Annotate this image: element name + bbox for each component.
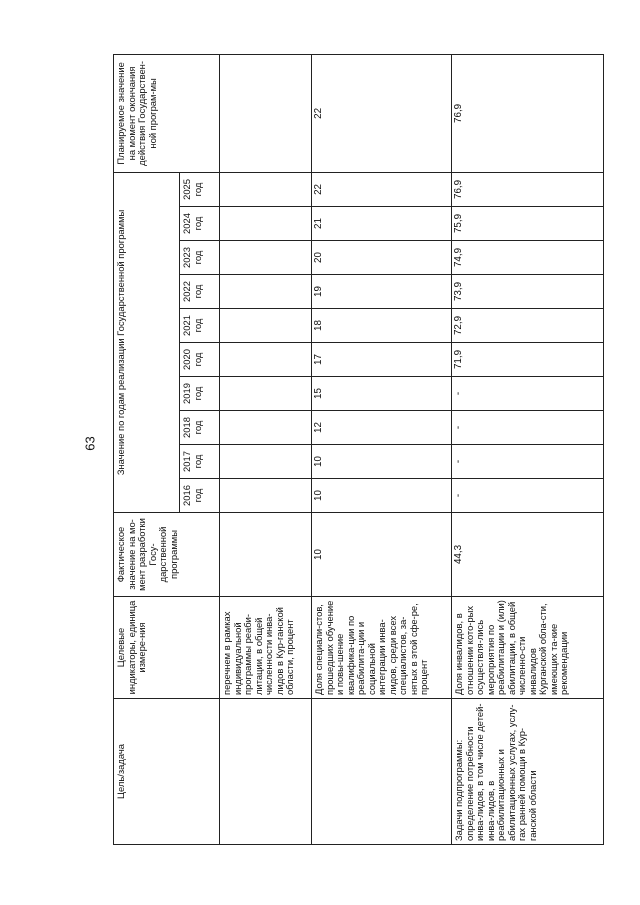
cell-goal: Задачи подпрограммы: определение потребности инва-лидов, в том числе детей-инва-лидов, в реабилитационных и абилитационных услугах, услу-гах ранней помощи в Кур-ганской области: [452, 699, 604, 845]
cell-value: 72,9: [452, 309, 604, 343]
header-year: 2020 год: [180, 343, 220, 377]
cell-value: [220, 411, 312, 445]
cell-value: 21: [312, 207, 452, 241]
indicators-table: [113, 54, 604, 845]
header-year: 2018 год: [180, 411, 220, 445]
cell-value: [220, 445, 312, 479]
table-row: [452, 54, 604, 844]
cell-value: 10: [312, 445, 452, 479]
cell-value: 15: [312, 377, 452, 411]
header-year: 2022 год: [180, 275, 220, 309]
cell-value: 71,9: [452, 343, 604, 377]
cell-value: [220, 207, 312, 241]
header-year: 2016 год: [180, 479, 220, 513]
cell-indicator: Доля инвалидов, в отношении кото-рых осуществля-лись мероприятия по реабилитации и (или) абилитации, в общей численно-сти инвалидов Курганской обла-сти, имеющих та-кие рекомендации: [452, 597, 604, 699]
cell-actual: [220, 513, 312, 597]
cell-value: 22: [312, 172, 452, 206]
header-indicator: Целевые индикаторы, единица измере-ния: [114, 597, 220, 699]
cell-planned: 76,9: [452, 54, 604, 172]
header-year: 2025 год: [180, 172, 220, 206]
cell-value: 73,9: [452, 275, 604, 309]
header-year: 2017 год: [180, 445, 220, 479]
header-year: 2024 год: [180, 207, 220, 241]
cell-value: 19: [312, 275, 452, 309]
rotated-table-container: [113, 55, 613, 845]
cell-actual: 10: [312, 513, 452, 597]
table-row: [220, 54, 312, 844]
header-actual: Фактическое значение на мо-мент разработки Госу-дарственной программы: [114, 513, 220, 597]
cell-value: [220, 479, 312, 513]
cell-goal: [312, 699, 452, 845]
page-number: 63: [82, 436, 98, 451]
cell-value: [220, 172, 312, 206]
cell-value: [220, 343, 312, 377]
cell-indicator: перечнем в рамках индивидуальной программы реаби-литации, в общей численности инва-лидов в Кур-ганской области, процент: [220, 597, 312, 699]
cell-value: 20: [312, 241, 452, 275]
header-planned: Планируемое значение на момент окончания действия Государствен-ной програм-мы: [114, 54, 220, 172]
cell-planned: 22: [312, 54, 452, 172]
cell-planned: [220, 54, 312, 172]
header-by-years: Значение по годам реализации Государственной программы: [114, 172, 180, 512]
cell-goal: [220, 699, 312, 845]
cell-value: 74,9: [452, 241, 604, 275]
header-year: 2023 год: [180, 241, 220, 275]
header-year: 2021 год: [180, 309, 220, 343]
cell-value: [220, 275, 312, 309]
cell-value: 10: [312, 479, 452, 513]
cell-value: 18: [312, 309, 452, 343]
cell-value: 76,9: [452, 172, 604, 206]
cell-value: 75,9: [452, 207, 604, 241]
cell-actual: 44,3: [452, 513, 604, 597]
cell-value: 12: [312, 411, 452, 445]
cell-value: -: [452, 479, 604, 513]
cell-value: -: [452, 411, 604, 445]
cell-value: -: [452, 445, 604, 479]
cell-indicator: Доля специали-стов, прошедших обучение и повы-шение квалифика-ции по реабилита-ции и социальной интеграции инва-лидов, среди всех специалистов, за-нятых в этой сфе-ре, процент: [312, 597, 452, 699]
table-row: [312, 54, 452, 844]
cell-value: [220, 377, 312, 411]
header-year: 2019 год: [180, 377, 220, 411]
header-goal: Цель/задача: [114, 699, 220, 845]
cell-value: 17: [312, 343, 452, 377]
cell-value: [220, 309, 312, 343]
cell-value: [220, 241, 312, 275]
cell-value: -: [452, 377, 604, 411]
